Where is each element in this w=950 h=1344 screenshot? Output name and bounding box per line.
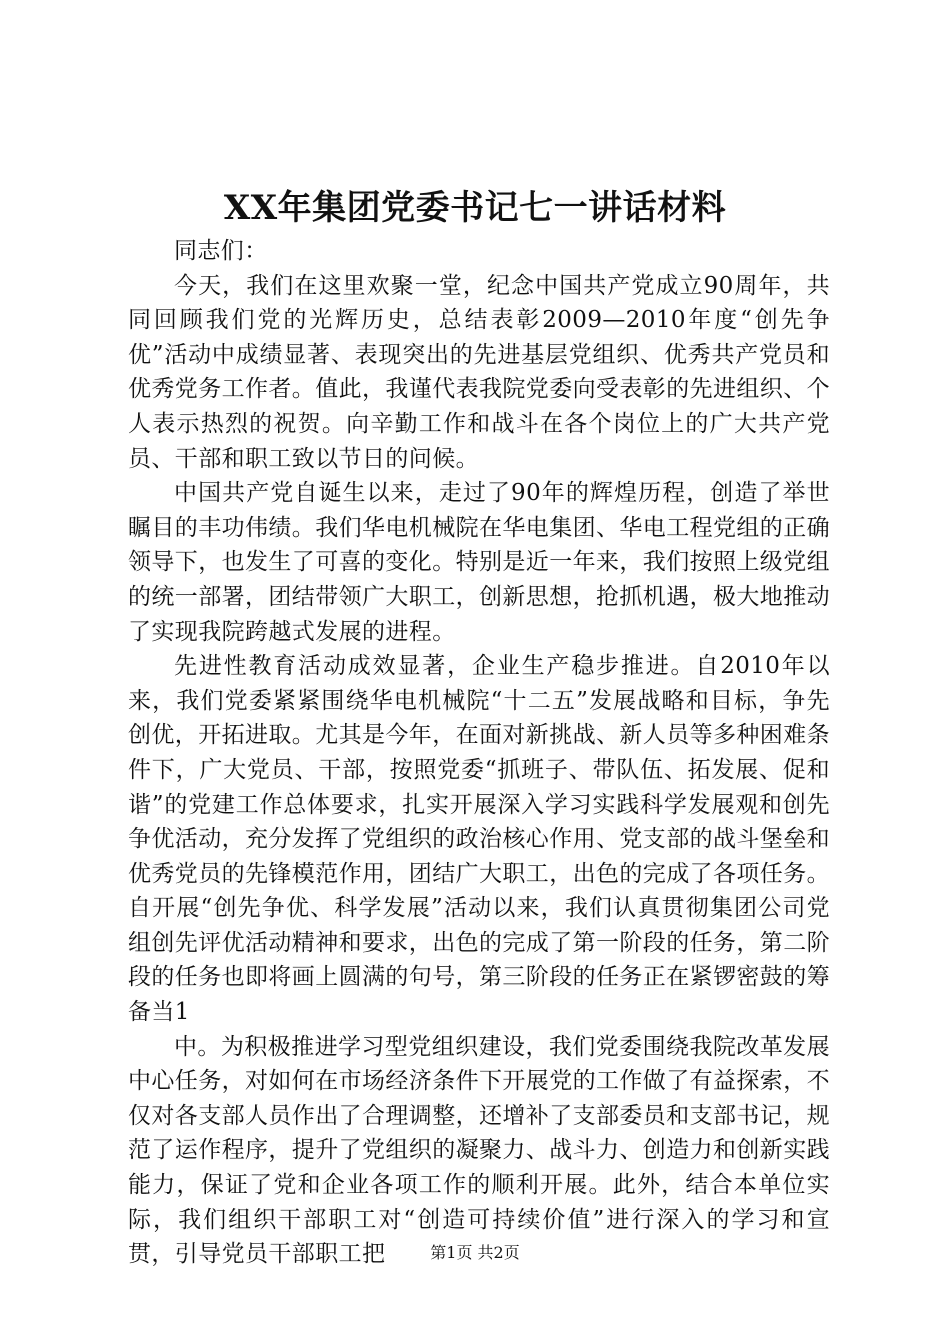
salutation: 同志们：	[174, 238, 268, 264]
paragraph-2: 中国共产党自诞生以来，走过了90年的辉煌历程，创造了举世瞩目的丰功伟绩。我们华电机械院在华电集团、华电工程党组的正确领导下，也发生了可喜的变化。特别是近一年来，我们按照上级党组的统一部署，团结带领广大职工，创新思想，抢抓机遇，极大地推动了实现我院跨越式发展的进程。	[128, 480, 830, 645]
paragraph-3: 先进性教育活动成效显著，企业生产稳步推进。自2010年以来，我们党委紧紧围绕华电机械院“十二五”发展战略和目标，争先创优，开拓进取。尤其是今年，在面对新挑战、新人员等多种困难条件下，广大党员、干部，按照党委“抓班子、带队伍、拓发展、促和谐”的党建工作总体要求，扎实开展深入学习实践科学发展观和创先争优活动，充分发挥了党组织的政治核心作用、党支部的战斗堡垒和优秀党员的先锋模范作用，团结广大职工，出色的完成了各项任务。自开展“创先争优、科学发展”活动以来，我们认真贯彻集团公司党组创先评优活动精神和要求，出色的完成了第一阶段的任务，第二阶段的任务也即将画上圆满的句号，第三阶段的任务正在紧锣密鼓的筹备当1	[128, 653, 830, 1026]
page-footer: 第1页 共2页	[430, 1243, 520, 1262]
document-body	[128, 234, 830, 1272]
paragraph-1: 今天，我们在这里欢聚一堂，纪念中国共产党成立90周年，共同回顾我们党的光辉历史，总结表彰2009—2010年度“创先争优”活动中成绩显著、表现突出的先进基层党组织、优秀共产党员和优秀党务工作者。值此，我谨代表我院党委向受表彰的先进组织、个人表示热烈的祝贺。向辛勤工作和战斗在各个岗位上的广大共产党员、干部和职工致以节日的问候。	[128, 272, 830, 472]
paragraph-4: 中。为积极推进学习型党组织建设，我们党委围绕我院改革发展中心任务，对如何在市场经济条件下开展党的工作做了有益探索，不仅对各支部人员作出了合理调整，还增补了支部委员和支部书记，规范了运作程序，提升了党组织的凝聚力、战斗力、创造力和创新实践能力，保证了党和企业各项工作的顺利开展。此外，结合本单位实际，我们组织干部职工对“创造可持续价值”进行深入的学习和宣贯，引导党员干部职工把	[128, 1033, 830, 1268]
document-title: XX年集团党委书记七一讲话材料	[223, 188, 727, 228]
